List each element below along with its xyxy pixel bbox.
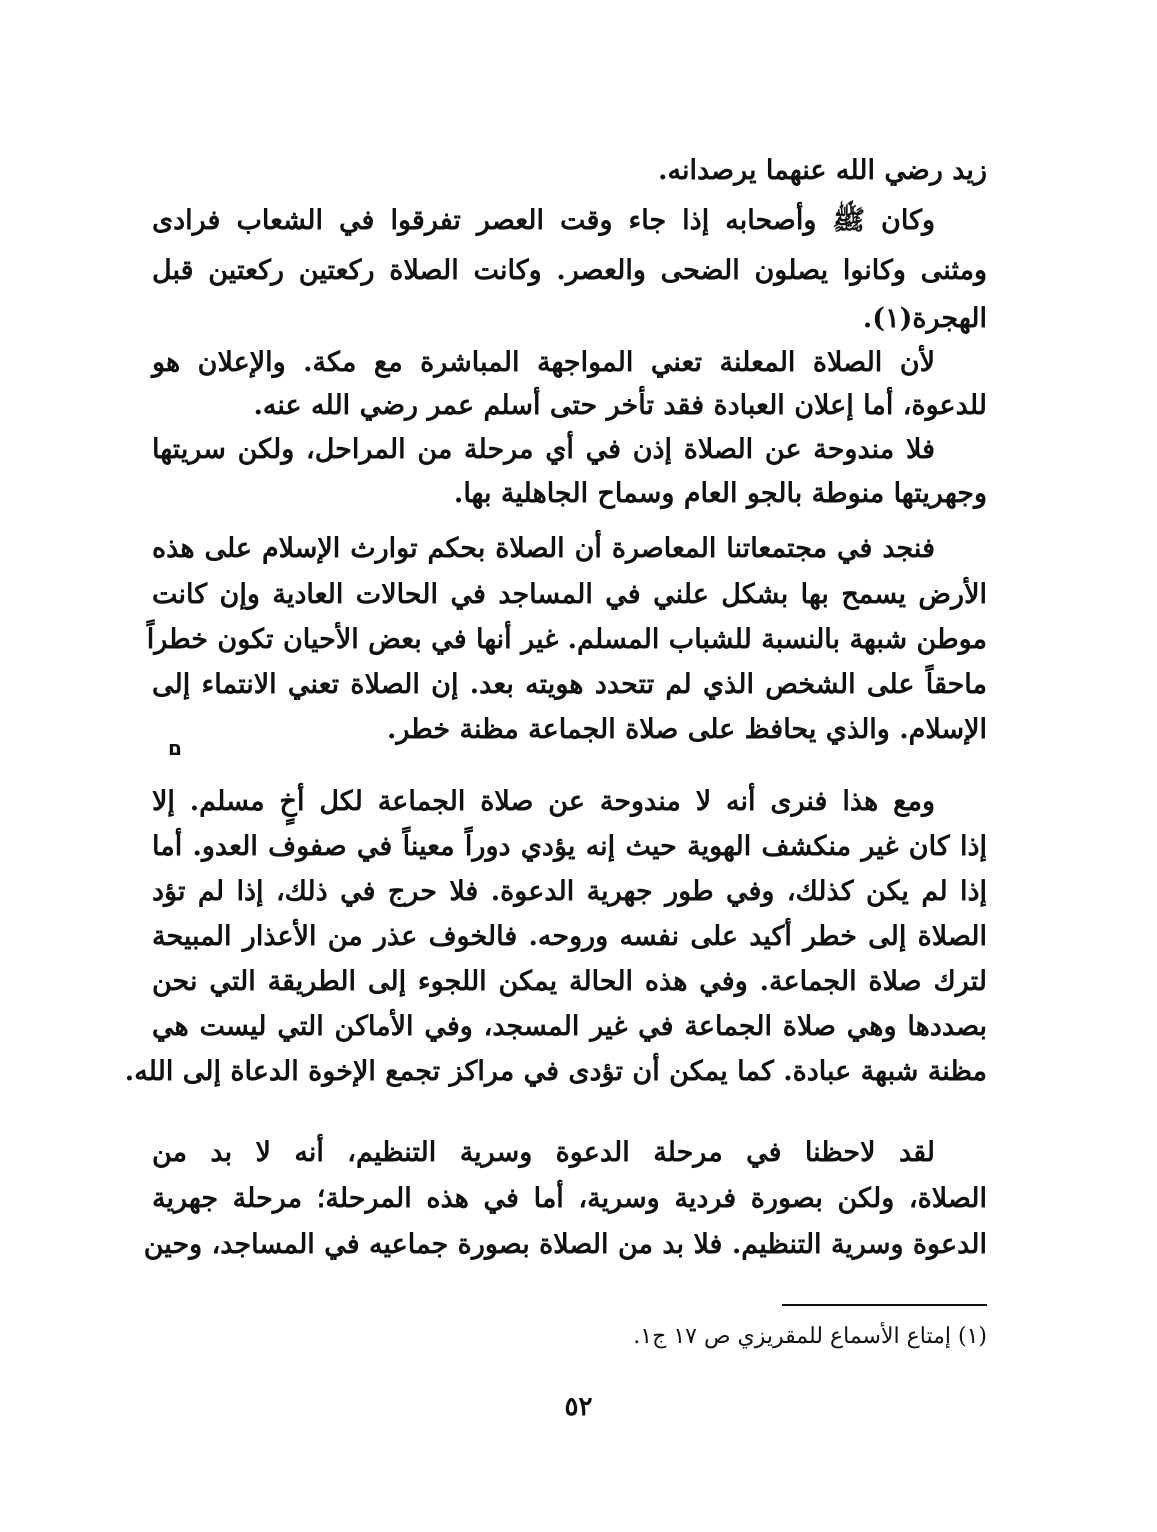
text-line: لأن الصلاة المعلنة تعني المواجهة المباشرة مع مكة. والإعلان هو [152,347,935,378]
text-line: ومع هذا فنرى أنه لا مندوحة عن صلاة الجماعة لكل أخٍ مسلم. إلا [152,786,935,817]
text-line: مظنة شبهة عبادة. كما يمكن أن تؤدى في مراكز تجمع الإخوة الدعاة إلى الله. [124,1056,987,1087]
text-line: إذا كان غير منكشف الهوية حيث إنه يؤدي دوراً معيناً في صفوف العدو. أما [152,831,987,862]
text-line: بصددها وهي صلاة الجماعة في غير المسجد، وفي الأماكن التي ليست هي [152,1011,987,1042]
text-line: للدعوة، أما إعلان العبادة فقد تأخر حتى أسلم عمر رضي الله عنه. [253,390,987,421]
text-line: الإسلام. والذي يحافظ على صلاة الجماعة مظنة خطر. [386,714,987,745]
text-line: لترك صلاة الجماعة. وفي هذه الحالة يمكن اللجوء إلى الطريقة التي نحن [152,966,987,997]
section-mark: ם [168,736,182,760]
text-line: فنجد في مجتمعاتنا المعاصرة أن الصلاة بحكم توارث الإسلام على هذه [152,533,935,564]
text-line: الهجرة(١). [862,303,987,334]
text-line: فلا مندوحة عن الصلاة إذن في أي مرحلة من المراحل، ولكن سريتها [152,434,935,465]
text-line: الصلاة إلى خطر أكيد على نفسه وروحه. فالخوف عذر من الأعذار المبيحة [152,921,987,952]
text-line: الدعوة وسرية التنظيم. فلا بد من الصلاة بصورة جماعيه في المساجد، وحين [143,1229,987,1260]
text-line: وجهريتها منوطة بالجو العام وسماح الجاهلية بها. [453,478,987,509]
footnote-separator [782,1304,987,1306]
text-line: لقد لاحظنا في مرحلة الدعوة وسرية التنظيم، أنه لا بد من [152,1137,935,1168]
text-line: ومثنى وكانوا يصلون الضحى والعصر. وكانت الصلاة ركعتين ركعتين قبل [152,255,987,286]
footnote: (١) إمتاع الأسماع للمقريزي ص ١٧ ج١. [633,1324,987,1349]
text-line: إذا لم يكن كذلك، وفي طور جهرية الدعوة. فلا حرج في ذلك، إذا لم تؤد [152,876,987,907]
text-line: موطن شبهة بالنسبة للشباب المسلم. غير أنها في بعض الأحيان تكون خطراً [146,624,987,655]
text-line: زيد رضي الله عنهما يرصدانه. [658,155,987,186]
text-line: الأرض يسمح بها بشكل علني في المساجد في الحالات العادية وإن كانت [152,579,987,610]
text-line: وكان ﷺ وأصحابه إذا جاء وقت العصر تفرقوا في الشعاب فرادى [152,205,935,236]
page-number: ٥٢ [564,1392,593,1422]
text-line: الصلاة، ولكن بصورة فردية وسرية، أما في هذه المرحلة؛ مرحلة جهرية [152,1183,987,1214]
text-line: ماحقاً على الشخص الذي لم تتحدد هويته بعد. إن الصلاة تعني الانتماء إلى [152,669,987,700]
